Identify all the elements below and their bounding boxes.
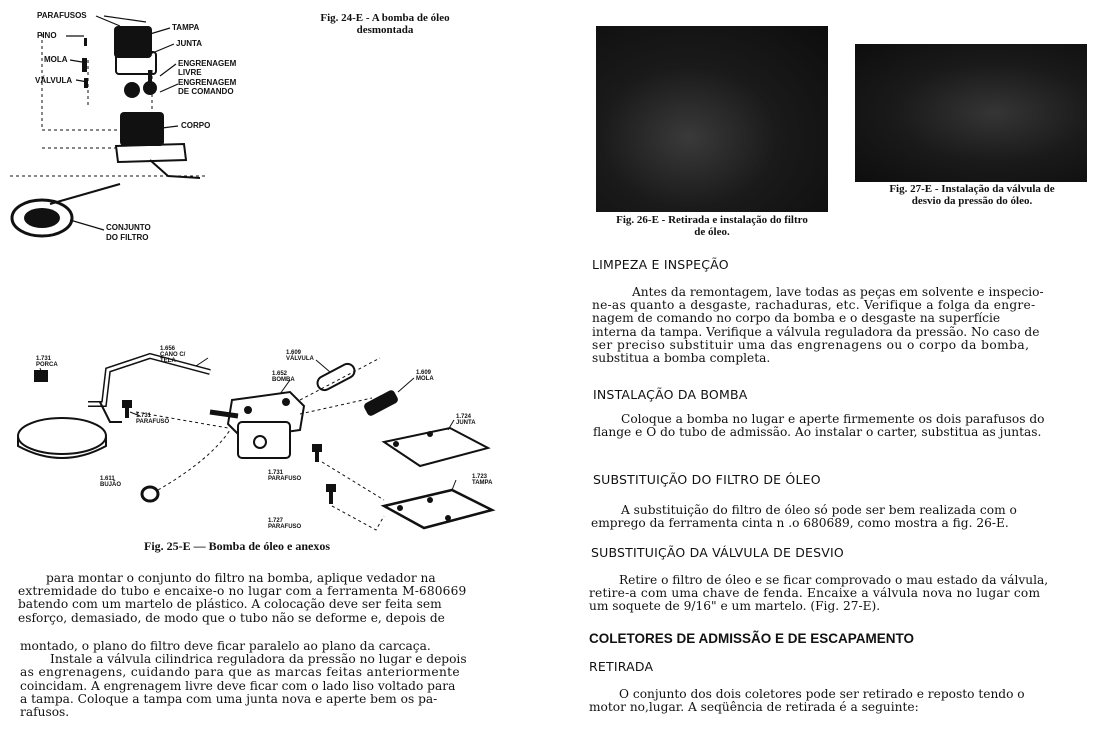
fig25-label-1656-cano: 1.656 CANO C/ TELA [160,346,186,364]
right-p2-line-1: Coloque a bomba no lugar e aperte firmemente os dois parafusos do [621,412,1045,426]
fig24-caption [300,12,470,36]
right-p1-line-4: interna da tampa. Verifique a válvula reguladora da pressão. No caso de [592,324,1040,339]
fig24-label-conjunto-2: DO FILTRO [106,233,149,242]
right-p4-line-3: um soquete de 9/16" e um martelo. (Fig. 27-E). [589,599,881,614]
fig24-label-engrenagem-comando-1: ENGRENAGEM [178,78,237,87]
left-p1-line-2: extremidade do tubo e encaixe-o no lugar com a ferramenta M-680669 [18,584,467,599]
left-p2-line-4: coincidam. A engrenagem livre deve ficar com o lado liso voltado para [20,678,456,693]
fig24-label-valvula: VÁLVULA [35,76,73,85]
left-paragraph-1 [18,572,466,625]
right-p1-line-5: ser preciso substituir uma das engrenagens ou o corpo da bomba, [592,337,1030,352]
fig24-label-conjunto-1: CONJUNTO [106,223,151,232]
fig24-label-engrenagem-comando-2: DE COMANDO [178,87,234,96]
heading-coletores: COLETORES DE ADMISSÃO E DE ESCAPAMENTO [589,631,915,646]
heading-substituicao-filtro: SUBSTITUIÇÃO DO FILTRO DE ÓLEO [593,472,821,487]
left-p2-line-1: montado, o plano do filtro deve ficar paralelo ao plano da carcaça. [20,639,431,653]
heading-substituicao-valvula: SUBSTITUIÇÃO DA VÁLVULA DE DESVIO [591,545,844,560]
left-p2-line-6: rafusos. [20,705,70,720]
right-p5-line-1: O conjunto dos dois coletores pode ser retirado e reposto tendo o [619,687,1025,701]
fig24-caption-line-1: Fig. 24-E - A bomba de óleo [320,12,450,24]
left-p1-line-3: batendo com um martelo de plástico. A colocação deve ser feita sem [18,597,442,612]
fig25-label-1609-mola: 1.609 MOLA [416,370,434,382]
fig25-label-1652-bomba: 1.652 BOMBA [272,371,295,383]
fig25-label-1724-junta: 1.724 JUNTA [456,414,476,426]
right-p3-line-1: A substituição do filtro de óleo só pode ser bem realizada com o [621,503,1017,517]
right-p5-line-2: motor no,lugar. A seqüência de retirada é a seguinte: [589,700,919,715]
fig27-caption [860,183,1084,207]
right-paragraph-1 [592,286,1044,365]
fig25-label-1731-porca: 1.731 PORCA [36,356,58,368]
fig25-caption: Fig. 25-E — Bomba de óleo e anexos [144,539,330,553]
left-paragraph-2 [20,640,467,719]
fig24-label-corpo: CORPO [181,121,211,130]
fig24-label-mola: MOLA [44,55,68,64]
right-p2-line-2: flange e O do tubo de admissão. Ao instalar o carter, substitua as juntas. [593,425,1042,440]
fig24-caption-line-2: desmontada [356,24,414,36]
fig24-label-engrenagem-livre-2: LIVRE [178,68,202,77]
left-p2-line-5: a tampa. Coloque a tampa com uma junta nova e aperte bem os pa- [20,691,438,706]
fig24-label-engrenagem-livre-1: ENGRENAGEM [178,59,237,68]
fig25-label-1727-parafuso: 1.727 PARAFUSO [268,518,302,530]
right-p1-line-6: substitua a bomba completa. [592,351,771,366]
right-p4-line-1: Retire o filtro de óleo e se ficar comprovado o mau estado da válvula, [619,573,1049,587]
fig25-illustration [0,330,510,560]
right-p1-line-3: nagem de comando no corpo da bomba e o desgaste na superfície [592,311,1001,326]
heading-limpeza-inspecao: LIMPEZA E INSPEÇÃO [592,257,729,272]
fig26-caption-line-2: de óleo. [694,226,730,238]
fig27-photo [855,44,1087,182]
fig26-caption [592,214,832,238]
left-p1-line-4: esforço, demasiado, de modo que o tubo não se deforme e, depois de [18,610,445,625]
right-paragraph-2 [593,413,1045,439]
fig25-label-1731-parafuso: 1.731 PARAFUSO [136,413,170,425]
fig25-label-1731-parafuso-2: 1.731 PARAFUSO [268,470,302,482]
fig25-label-1611-bujao: 1.611 BUJÃO [100,476,122,488]
right-paragraph-3 [591,504,1017,530]
fig27-caption-line-2: desvio da pressão do óleo. [911,195,1033,207]
fig24-label-pino: PINO [37,31,57,40]
fig25-label-1609-valvula: 1.609 VÁLVULA [286,350,314,362]
right-p4-line-2: retire-a com uma chave de fenda. Encaixe a válvula nova no lugar com [589,586,1041,601]
right-p1-line-1: Antes da remontagem, lave todas as peças em solvente e inspecio- [632,285,1044,299]
fig25-label-1723-tampa: 1.723 TAMPA [472,474,493,486]
left-p1-line-1: para montar o conjunto do filtro na bomba, aplique vedador na [46,571,436,585]
fig26-photo [596,26,828,212]
fig24-label-tampa: TAMPA [172,23,200,32]
right-p3-line-2: emprego da ferramenta cinta n .o 680689, como mostra a fig. 26-E. [591,516,1009,531]
fig24-label-junta: JUNTA [176,39,203,48]
left-p2-line-3: as engrenagens, cuidando para que as marcas feitas anteriormente [20,665,460,680]
heading-instalacao-bomba: INSTALAÇÃO DA BOMBA [593,387,748,402]
right-paragraph-4 [589,574,1048,614]
fig27-caption-line-1: Fig. 27-E - Instalação da válvula de [889,183,1055,195]
right-paragraph-5 [589,688,1025,714]
left-p2-line-2: Instale a válvula cilindrica reguladora da pressão no lugar e depois [50,652,467,667]
heading-retirada: RETIRADA [589,659,654,674]
fig24-label-parafusos: PARAFUSOS [37,11,87,20]
fig26-caption-line-1: Fig. 26-E - Retirada e instalação do filtro [616,214,808,226]
right-p1-line-2: ne-as quanto a desgaste, rachaduras, etc. Verifique a folga da engre- [592,298,1036,313]
